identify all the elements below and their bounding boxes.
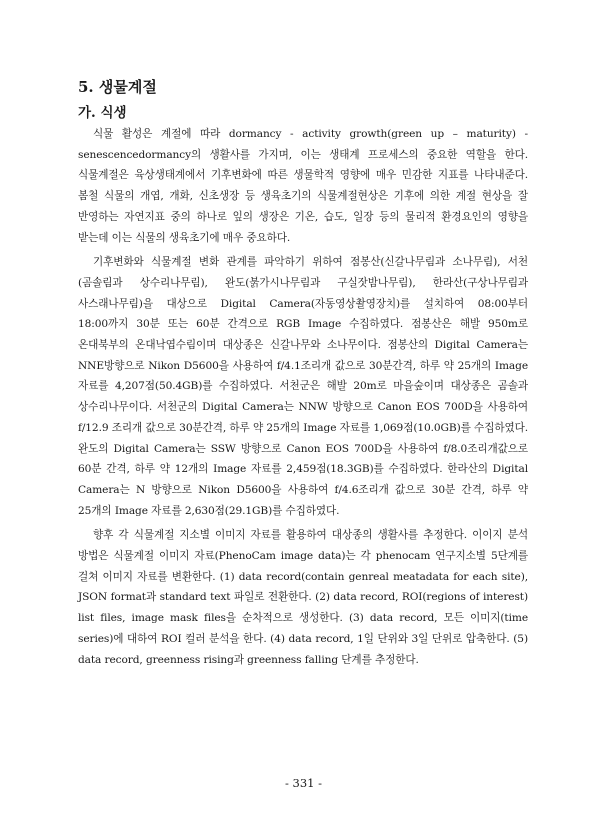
subsection-heading: 가. 식생 <box>78 105 127 121</box>
paragraph-2: 기후변화와 식물계절 변화 관계를 파악하기 위하여 점봉산(신갈나무림과 소나무림), 서천(곰솔림과 상수리나무림), 완도(붉가시나무림과 구실잣밤나무림), 한라산(구상나무림과 사스래나무림)을 대상으로 Digital Camera(자동영상촬영장치)를 설치하여 08:00부터 18:00까지 30분 또는 60분 간격으로 RGB Image 수집하였다. 점봉산은 해발 950m로 온대북부의 온대낙엽수림이며 대상종은 신갈나무와 소나무이다. 점봉산의 Digital Camera는 NNE방향으로 Nikon D5600을 사용하여 f/4.1조리개 값으로 30분간격, 하루 약 25개의 Image 자료를 4,207점(50.4GB)를 수집하였다. 서천군은 해발 20m로 마을숲이며 대상종은 곰솔과 상수리나무이다. 서천군의 Digital Camera는 NNW 방향으로 Canon EOS 700D을 사용하여 f/12.9 조리개 값으로 30분간격, 하루 약 25개의 Image 자료를 1,069점(10.0GB)를 수집하였다. 완도의 Digital Camera는 SSW 방향으로 Canon EOS 700D을 사용하여 f/8.0조리개값으로 60분 간격, 하루 약 12개의 Image 자료를 2,459점(18.3GB)를 수집하였다. 한라산의 Digital Camera는 N 방향으로 Nikon D5600을 사용하여 f/4.6조리개 값으로 30분 간격, 하루 약 25개의 Image 자료를 2,630점(29.1GB)를 수집하였다. <box>78 256 528 517</box>
body-text <box>78 124 528 674</box>
paragraph-1: 식물 활성은 계절에 따라 dormancy - activity growth(green up – maturity) - senescencedormancy의 생활사를 가지며, 이는 생태계 프로세스의 중요한 역할을 한다. 식물계절은 육상생태계에서 기후변화에 따른 생물학적 영향에 매우 민감한 지표를 나타내준다. 봄철 식물의 개엽, 개화, 신초생장 등 생육초기의 식물계절현상은 기후에 의한 계절 현상을 잘 반영하는 자연지표 중의 하나로 잎의 생장은 기온, 습도, 일장 등의 물리적 환경요인의 영향을 받는데 이는 식물의 생육초기에 매우 중요하다. <box>78 128 528 244</box>
paragraph-3: 향후 각 식물계절 지소별 이미지 자료를 활용하여 대상종의 생활사를 추정한다. 이이지 분석 방법은 식물계절 이미지 자료(PhenoCam image data)는 각 phenocam 연구지소별 5단계를 걸쳐 이미지 자료를 변환한다. (1) data record(contain genreal meatadata for each site), JSON format과 standard text 파일로 전환한다. (2) data record, ROI(regions of interest) list files, image mask files을 순차적으로 생성한다. (3) data record, 모든 이미지(time series)에 대하여 ROI 컬러 분석을 한다. (4) data record, 1일 단위와 3일 단위로 압축한다. (5) data record, greenness rising과 greenness falling 단계를 추정한다. <box>78 529 528 666</box>
page-number: - 331 - <box>284 776 323 790</box>
section-heading: 5. 생물계절 <box>78 78 157 96</box>
